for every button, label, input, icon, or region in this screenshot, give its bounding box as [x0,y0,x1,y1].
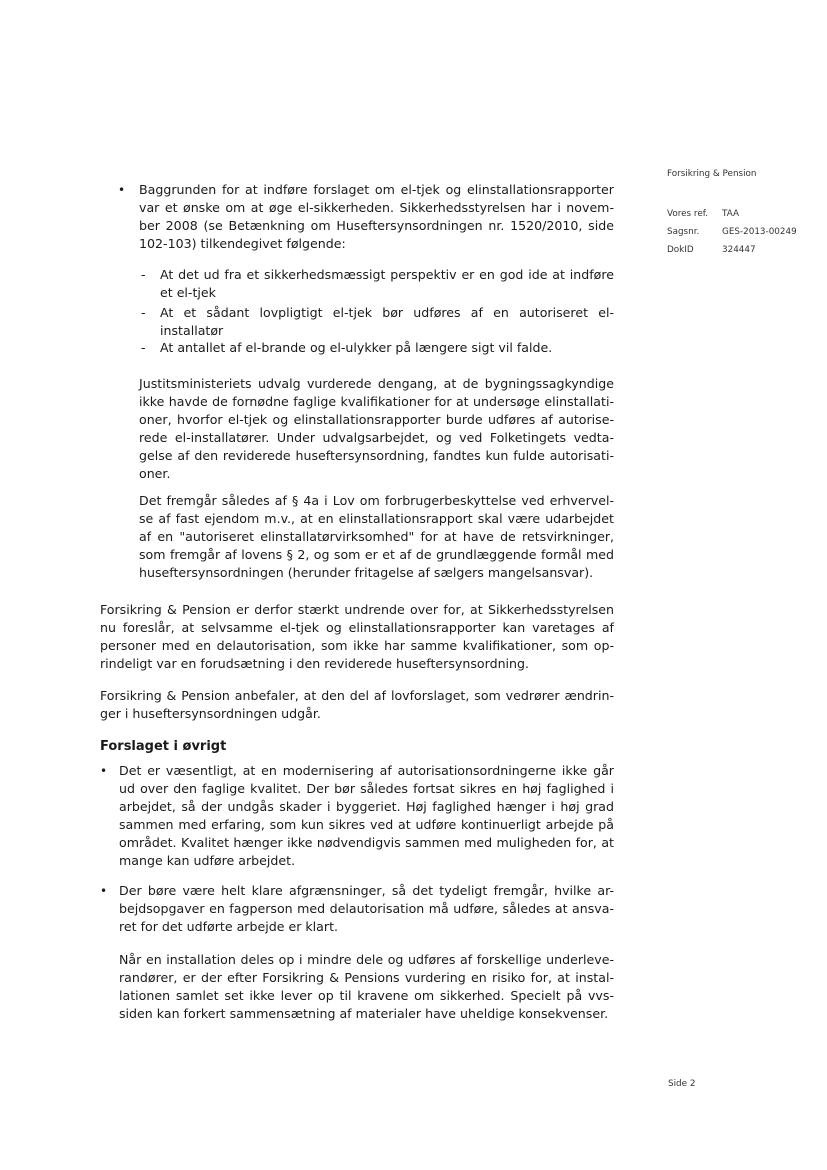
text-line: Forsikring & Pension er derfor stærkt undrende over for, at Sikkerhedsstyrelsen [100,602,614,617]
meta-row-case [667,223,797,241]
bullet-background [139,181,614,253]
text-line: se af fast ejendom m.v., at en elinstallationsrapport skal være udarbejdet [139,511,614,526]
page-number: Side 2 [668,1079,696,1089]
text-line: personer med en delautorisation, som ikke har samme kvalifikationer, som op- [100,638,614,653]
bullet-delimitation [119,882,614,936]
text-line: huseftersynsordningen (herunder fritagelse af sælgers mangelsansvar). [139,565,594,580]
text-line: rindeligt var en forudsætning i den reviderede huseftersynsordning. [100,656,530,671]
text-line: Det fremgår således af § 4a i Lov om forbrugerbeskyttelse ved erhvervel- [139,493,614,508]
text-line: Forsikring & Pension anbefaler, at den del af lovforslaget, som vedrører ændrin- [100,688,614,703]
meta-key: DokID [667,245,694,255]
paragraph-fremgaar [139,492,614,582]
dash-item [160,304,614,340]
dash-item [160,266,614,302]
text-line: af en "autoriseret elinstallatørvirksomhed" for at have de retsvirkninger, [139,529,614,544]
paragraph-justits [139,375,614,483]
text-line: At et sådant lovpligtigt el-tjek bør udføres af en autoriseret el- [160,305,614,320]
paragraph-installation [119,951,614,1023]
bullet-marker: • [100,884,108,898]
text-line: var et ønske om at øge el-sikkerheden. Sikkerhedsstyrelsen har i novem- [139,200,614,215]
text-line: Baggrunden for at indføre forslaget om el-tjek og elinstallationsrapporter [139,182,614,197]
text-line: et el-tjek [160,285,216,300]
meta-row-ref [667,205,797,223]
section-heading: Forslaget i øvrigt [100,739,227,754]
text-line: 102-103) tilkendegivet følgende: [139,236,346,251]
meta-value: TAA [722,209,739,219]
text-line: ret for det udførte arbejde er klart. [119,919,339,934]
text-line: som fremgår af lovens § 2, og som er et af de grundlæggende formål med [139,547,614,562]
text-line: Når en installation deles op i mindre dele og udføres af forskellige underleve- [119,952,614,967]
text-line: sammen med erfaring, som kun sikres ved at udføre kontinuerligt arbejde på [119,817,614,832]
text-line: nu foreslår, at selvsamme el-tjek og elinstallationsrapporter kan varetages af [100,620,614,635]
bullet-marker: • [100,764,108,778]
bullet-marker: • [118,183,126,197]
text-line: siden kan forkert sammensætning af materialer have uheldige konsekvenser. [119,1006,609,1021]
text-line: Der børe være helt klare afgrænsninger, så det tydeligt fremgår, hvilke ar- [119,883,614,898]
text-line: ikke havde de fornødne faglige kvalifikationer for at undersøge elinstallati- [139,394,614,409]
text-line: At antallet af el-brande og el-ulykker på længere sigt vil falde. [160,340,553,355]
meta-value: 324447 [722,245,756,255]
text-line: At det ud fra et sikkerhedsmæssigt perspektiv er en god ide at indføre [160,267,614,282]
text-line: ger i huseftersynsordningen udgår. [100,706,321,721]
meta-organization: Forsikring & Pension [667,169,757,179]
text-line: mange kan udføre arbejdet. [119,853,296,868]
text-line: området. Kvalitet hænger ikke nødvendigvis sammen med muligheden for, at [119,835,614,850]
meta-key: Sagsnr. [667,227,700,237]
text-line: rede el-installatører. Under udvalgsarbejdet, og ved Folketingets vedta- [139,430,614,445]
text-line: oner, hvorfor el-tjek og elinstallationsrapporter burde udføres af autorise- [139,412,614,427]
dash-marker: - [141,305,146,320]
text-line: ud over den faglige kvalitet. Der bør således fortsat sikres en høj faglighed i [119,781,614,796]
meta-row-docid [667,241,797,259]
meta-value: GES-2013-00249 [722,227,797,237]
text-line: bejdsopgaver en fagperson med delautorisation må udføre, således at ansva- [119,901,614,916]
text-line: ber 2008 (se Betænkning om Huseftersynsordningen nr. 1520/2010, side [139,218,614,233]
text-line: Justitsministeriets udvalg vurderede dengang, at de bygningssagkyndige [139,376,614,391]
meta-key: Vores ref. [667,209,709,219]
text-line: Det er væsentligt, at en modernisering af autorisationsordningerne ikke går [119,763,614,778]
dash-marker: - [141,340,146,355]
text-line: gelse af den reviderede huseftersynsordning, fandtes kun fulde autorisati- [139,448,614,463]
paragraph-anbefaler [100,687,614,723]
text-line: oner. [139,466,171,481]
paragraph-undrende [100,601,614,673]
dash-item [160,339,614,357]
bullet-quality [119,762,614,870]
text-line: installatør [160,323,224,338]
document-meta [667,169,797,259]
text-line: randører, er der efter Forsikring & Pensions vurdering en risiko for, at instal- [119,970,614,985]
text-line: arbejdet, så der undgås skader i byggeriet. Høj faglighed hænger i høj grad [119,799,614,814]
text-line: lationen samlet set ikke lever op til kravene om sikkerhed. Specielt på vvs- [119,988,614,1003]
dash-marker: - [141,267,146,282]
